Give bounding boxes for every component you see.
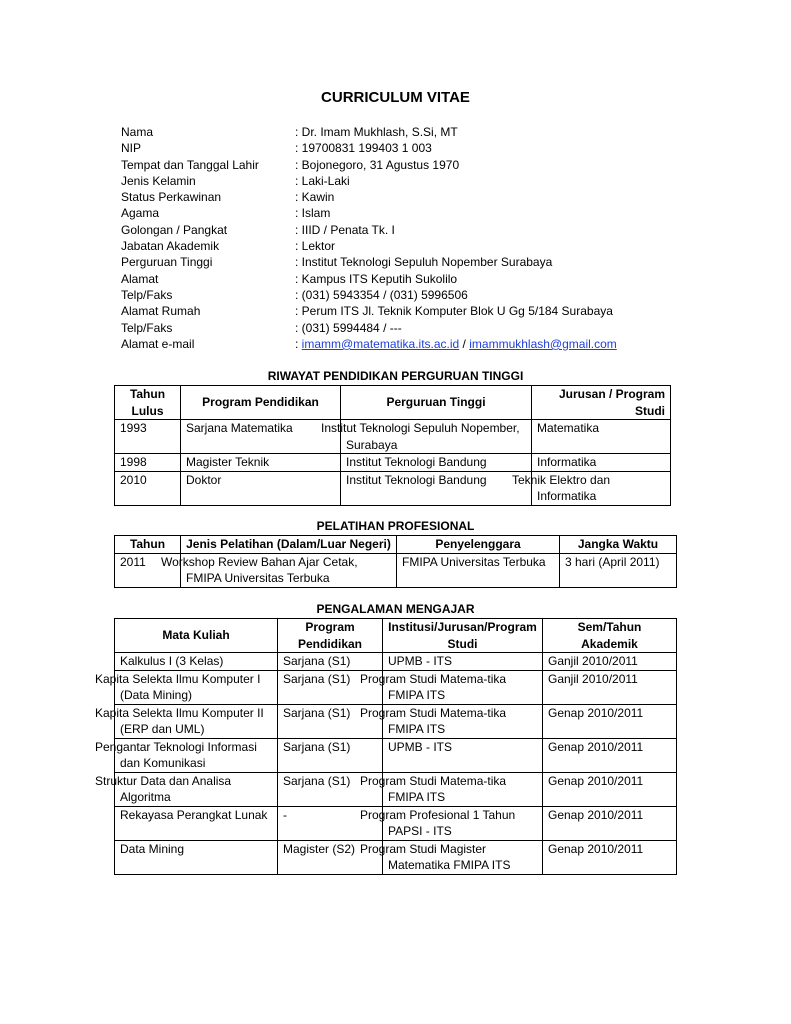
column-header: Institusi/Jurusan/Program Studi <box>383 619 543 653</box>
info-value: : Kampus ITS Keputih Sukolilo <box>295 271 458 286</box>
table-cell: 1993 <box>115 420 181 454</box>
table-cell: Institut Teknologi Bandung <box>341 454 532 472</box>
table-cell: 2010 <box>115 471 181 505</box>
table-cell: Magister (S2) <box>278 840 383 874</box>
table-row <box>115 471 671 505</box>
table-cell: Genap 2010/2011 <box>543 840 677 874</box>
table-cell: Informatika <box>532 454 671 472</box>
table-row <box>115 738 677 772</box>
column-header: Jangka Waktu <box>560 536 677 554</box>
table-cell: 1998 <box>115 454 181 472</box>
table-row <box>115 553 677 587</box>
table-cell: Sarjana (S1) <box>278 704 383 738</box>
info-value: : (031) 5943354 / (031) 5996506 <box>295 287 468 302</box>
email-value <box>295 336 617 352</box>
table-cell: Pengantar Teknologi Informasi dan Komunikasi <box>115 738 278 772</box>
table-cell: UPMB - ITS <box>383 653 543 671</box>
info-row <box>121 238 681 254</box>
table-cell: - <box>278 806 383 840</box>
table-cell: FMIPA Universitas Terbuka <box>397 553 560 587</box>
info-row <box>121 271 681 287</box>
table-cell: Rekayasa Perangkat Lunak <box>115 806 278 840</box>
info-label: Telp/Faks <box>121 320 173 335</box>
column-header: Program Pendidikan <box>278 619 383 653</box>
info-value: : Laki-Laki <box>295 173 350 188</box>
info-value: : Lektor <box>295 239 336 254</box>
table-row <box>115 670 677 704</box>
table-cell: Genap 2010/2011 <box>543 738 677 772</box>
personal-info <box>121 124 681 352</box>
table-cell: Matematika <box>532 420 671 454</box>
table-cell: Sarjana (S1) <box>278 772 383 806</box>
table-cell: Teknik Elektro dan Informatika <box>532 471 671 505</box>
info-label: Telp/Faks <box>121 287 173 302</box>
column-header: Jenis Pelatihan (Dalam/Luar Negeri) <box>181 536 397 554</box>
table-cell: Institut Teknologi Sepuluh Nopember, Surabaya <box>341 420 532 454</box>
table-header-row <box>115 619 677 653</box>
column-header: Tahun <box>115 536 181 554</box>
column-header: Penyelenggara <box>397 536 560 554</box>
training-section-title: PELATIHAN PROFESIONAL <box>316 519 475 533</box>
table-cell: Magister Teknik <box>181 454 341 472</box>
teaching-section-title: PENGALAMAN MENGAJAR <box>316 602 475 616</box>
table-cell: Ganjil 2010/2011 <box>543 653 677 671</box>
email-prefix: : <box>295 336 302 351</box>
info-row <box>121 124 681 140</box>
table-row <box>115 704 677 738</box>
info-row <box>121 189 681 205</box>
column-header: Program Pendidikan <box>181 386 341 420</box>
info-value: : Kawin <box>295 190 335 205</box>
info-row <box>121 303 681 319</box>
info-label: Alamat Rumah <box>121 304 201 319</box>
table-cell: Doktor <box>181 471 341 505</box>
table-cell: Sarjana (S1) <box>278 670 383 704</box>
table-cell: Program Studi Matema-tika FMIPA ITS <box>383 704 543 738</box>
table-cell: Sarjana Matematika <box>181 420 341 454</box>
info-value: : Bojonegoro, 31 Agustus 1970 <box>295 157 460 172</box>
table-row <box>115 840 677 874</box>
table-row <box>115 806 677 840</box>
training-table <box>114 535 677 588</box>
table-cell: UPMB - ITS <box>383 738 543 772</box>
table-cell: Data Mining <box>115 840 278 874</box>
info-label: Tempat dan Tanggal Lahir <box>121 157 259 172</box>
info-value: : Dr. Imam Mukhlash, S.Si, MT <box>295 125 458 139</box>
table-cell: Genap 2010/2011 <box>543 704 677 738</box>
info-label: Status Perkawinan <box>121 190 222 205</box>
info-label: Alamat <box>121 271 159 286</box>
info-label: NIP <box>121 141 142 156</box>
info-label: Jenis Kelamin <box>121 173 196 188</box>
column-header: Jurusan / Program Studi <box>532 386 671 420</box>
info-label: Jabatan Akademik <box>121 239 220 254</box>
document-title: CURRICULUM VITAE <box>321 89 470 106</box>
column-header: Sem/Tahun Akademik <box>543 619 677 653</box>
table-row <box>115 772 677 806</box>
info-row-email <box>121 336 681 352</box>
info-row <box>121 254 681 270</box>
table-cell: Sarjana (S1) <box>278 653 383 671</box>
table-row <box>115 454 671 472</box>
info-value: : 19700831 199403 1 003 <box>295 141 432 156</box>
column-header: Perguruan Tinggi <box>341 386 532 420</box>
email-separator: / <box>459 336 470 351</box>
table-cell: Program Studi Matema-tika FMIPA ITS <box>383 670 543 704</box>
table-header-row <box>115 386 671 420</box>
column-header: Tahun Lulus <box>115 386 181 420</box>
email-link-secondary[interactable]: imammukhlash@gmail.com <box>469 336 617 351</box>
table-cell: Kapita Selekta Ilmu Komputer I (Data Mining) <box>115 670 278 704</box>
info-row <box>121 173 681 189</box>
table-cell: Sarjana (S1) <box>278 738 383 772</box>
info-label: Agama <box>121 206 160 221</box>
info-label: Nama <box>121 125 154 139</box>
education-table <box>114 385 671 506</box>
info-row <box>121 287 681 303</box>
info-value: : IIID / Penata Tk. I <box>295 222 395 237</box>
column-header: Mata Kuliah <box>115 619 278 653</box>
table-row <box>115 653 677 671</box>
info-row <box>121 140 681 156</box>
info-label: Golongan / Pangkat <box>121 222 228 237</box>
education-section-title: RIWAYAT PENDIDIKAN PERGURUAN TINGGI <box>267 369 524 383</box>
teaching-table <box>95 618 677 875</box>
table-cell: 3 hari (April 2011) <box>560 553 677 587</box>
table-header-row <box>115 536 677 554</box>
info-row <box>121 157 681 173</box>
info-row <box>121 222 681 238</box>
table-cell: Program Studi Magister Matematika FMIPA ITS <box>383 840 543 874</box>
table-cell: Struktur Data dan Analisa Algoritma <box>115 772 278 806</box>
table-cell: Institut Teknologi Bandung <box>341 471 532 505</box>
email-link-primary[interactable]: imamm@matematika.its.ac.id <box>301 336 460 351</box>
table-cell: Genap 2010/2011 <box>543 806 677 840</box>
table-cell: Program Profesional 1 Tahun PAPSI - ITS <box>383 806 543 840</box>
table-cell: Kapita Selekta Ilmu Komputer II (ERP dan UML) <box>115 704 278 738</box>
info-value: : Perum ITS Jl. Teknik Komputer Blok U Gg 5/184 Surabaya <box>295 304 613 319</box>
info-row <box>121 205 681 221</box>
info-label: Alamat e-mail <box>121 336 195 351</box>
table-cell: Ganjil 2010/2011 <box>543 670 677 704</box>
table-cell: Workshop Review Bahan Ajar Cetak, FMIPA Universitas Terbuka <box>181 553 397 587</box>
info-value: : (031) 5994484 / --- <box>295 320 402 335</box>
table-cell: 2011 <box>115 553 181 587</box>
info-row <box>121 320 681 336</box>
info-value: : Institut Teknologi Sepuluh Nopember Surabaya <box>295 255 553 270</box>
info-value: : Islam <box>295 206 331 221</box>
info-label: Perguruan Tinggi <box>121 255 213 270</box>
table-row <box>115 420 671 454</box>
table-cell: Program Studi Matema-tika FMIPA ITS <box>383 772 543 806</box>
table-cell: Genap 2010/2011 <box>543 772 677 806</box>
table-cell: Kalkulus I (3 Kelas) <box>115 653 278 671</box>
